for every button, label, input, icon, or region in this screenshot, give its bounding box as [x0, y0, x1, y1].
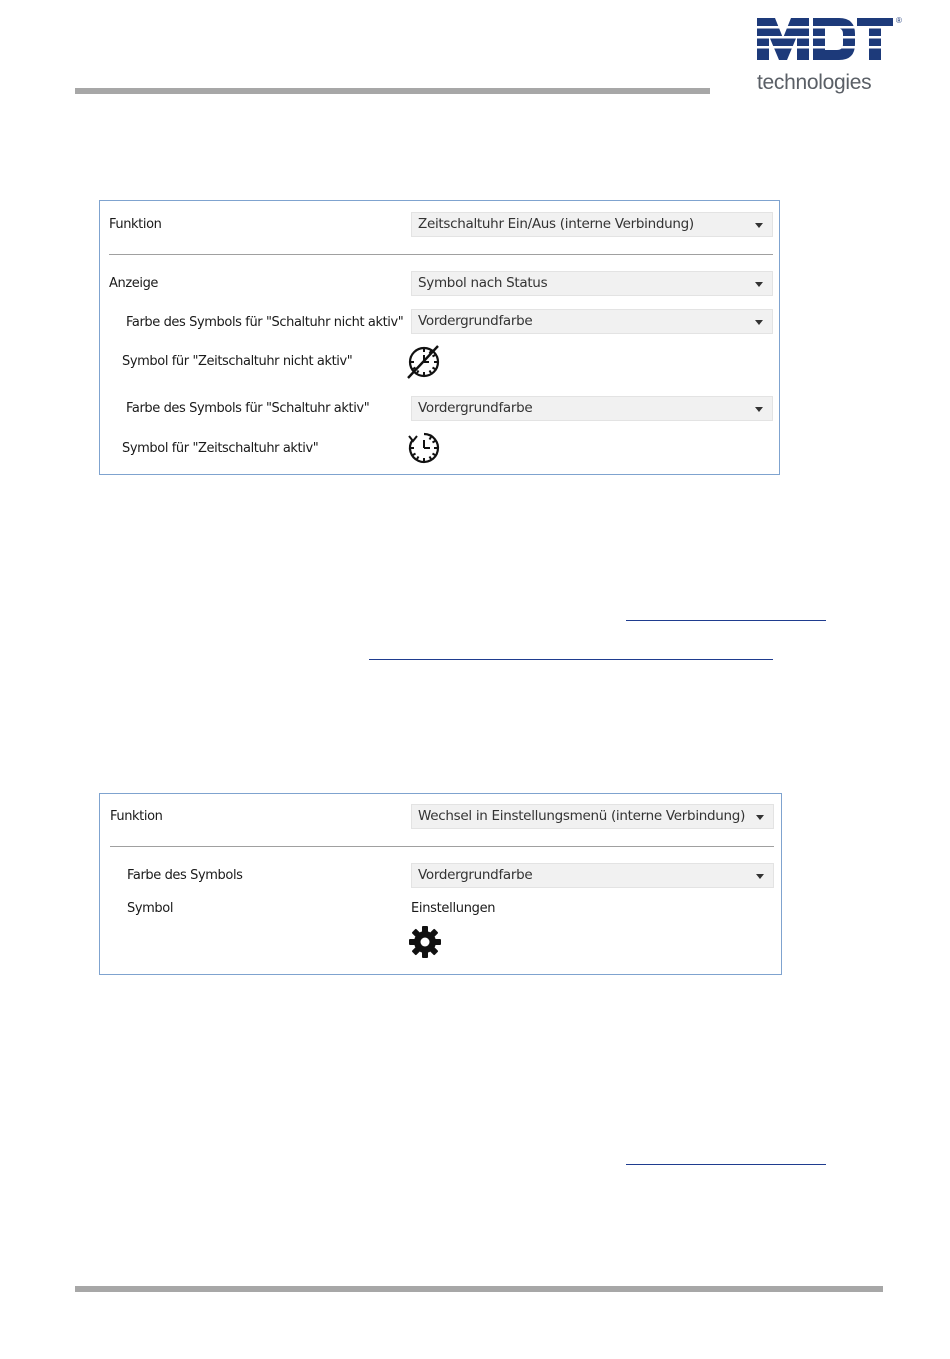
funktion-select-value: Wechsel in Einstellungsmenü (interne Verbindung) — [418, 808, 746, 824]
symbol-color-select[interactable] — [411, 863, 774, 888]
chevron-down-icon — [755, 407, 763, 412]
header-rule — [75, 88, 710, 94]
funktion-select[interactable] — [411, 212, 773, 237]
registered-mark: ® — [896, 16, 902, 25]
symbol-label: Symbol — [127, 901, 174, 916]
chevron-down-icon — [756, 815, 764, 820]
link-underline[interactable] — [369, 659, 773, 660]
symbol-active-label: Symbol für "Zeitschaltuhr aktiv" — [122, 441, 319, 456]
divider — [109, 254, 773, 255]
symbol-name: Einstellungen — [411, 901, 496, 916]
mdt-logo — [755, 14, 910, 94]
color-active-label: Farbe des Symbols für "Schaltuhr aktiv" — [126, 401, 370, 416]
color-active-select[interactable] — [411, 396, 773, 421]
chevron-down-icon — [755, 320, 763, 325]
funktion-label: Funktion — [109, 217, 162, 232]
funktion-select[interactable] — [411, 804, 774, 829]
symbol-color-label: Farbe des Symbols — [127, 868, 243, 883]
divider — [110, 846, 774, 847]
logo-subtitle: technologies — [757, 71, 872, 94]
color-inactive-label: Farbe des Symbols für "Schaltuhr nicht aktiv" — [126, 315, 404, 330]
timer-settings-panel — [99, 200, 780, 475]
clock-icon[interactable] — [405, 430, 441, 466]
footer-rule — [75, 1286, 883, 1292]
chevron-down-icon — [755, 223, 763, 228]
funktion-select-value: Zeitschaltuhr Ein/Aus (interne Verbindung) — [418, 216, 694, 232]
anzeige-select-value: Symbol nach Status — [418, 275, 548, 291]
link-underline[interactable] — [626, 1164, 826, 1165]
anzeige-select[interactable] — [411, 271, 773, 296]
clock-crossed-icon[interactable] — [405, 344, 441, 380]
link-underline[interactable] — [626, 620, 826, 621]
settings-menu-panel — [99, 793, 782, 975]
chevron-down-icon — [756, 874, 764, 879]
color-inactive-select[interactable] — [411, 309, 773, 334]
mdt-logo-mark — [755, 14, 895, 64]
gear-icon[interactable] — [408, 925, 442, 959]
anzeige-label: Anzeige — [109, 276, 159, 291]
symbol-color-select-value: Vordergrundfarbe — [418, 867, 533, 883]
funktion-label: Funktion — [110, 809, 163, 824]
symbol-inactive-label: Symbol für "Zeitschaltuhr nicht aktiv" — [122, 354, 353, 369]
color-inactive-select-value: Vordergrundfarbe — [418, 313, 533, 329]
color-active-select-value: Vordergrundfarbe — [418, 400, 533, 416]
chevron-down-icon — [755, 282, 763, 287]
